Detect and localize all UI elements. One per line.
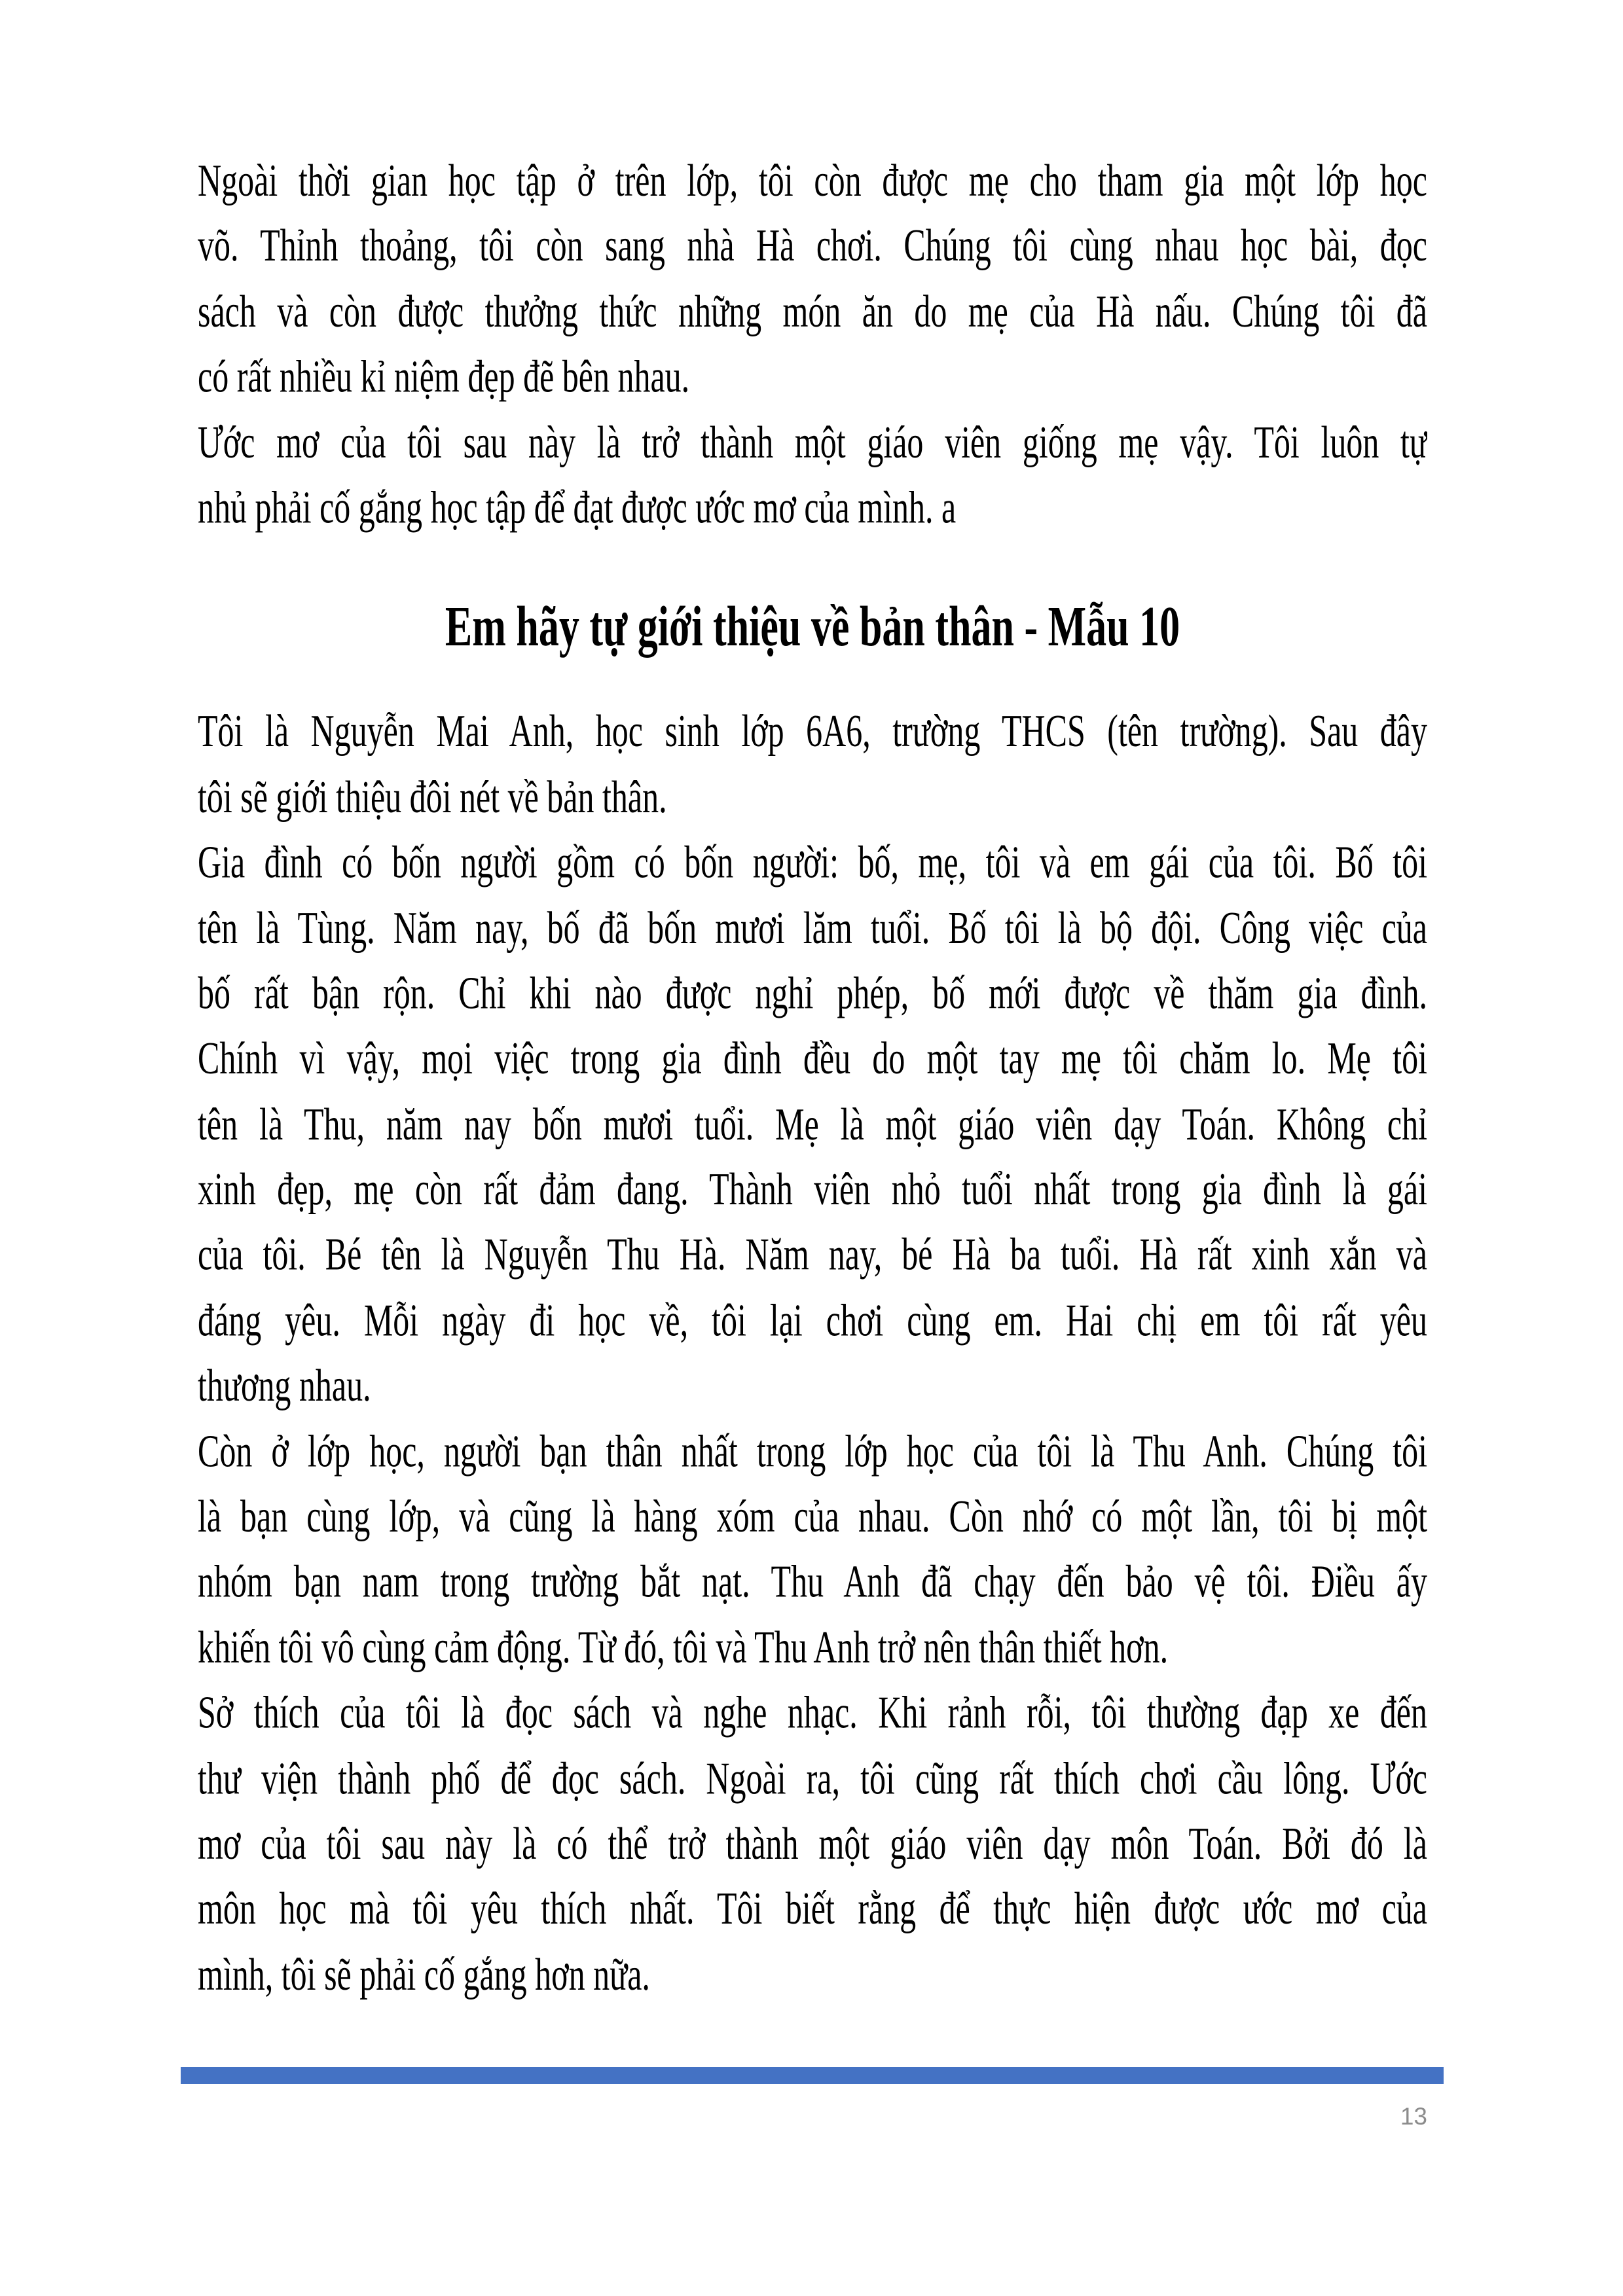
paragraph	[198, 148, 1427, 410]
paragraph	[198, 830, 1427, 1419]
text-line: của tôi. Bé tên là Nguyễn Thu Hà. Năm nay, bé Hà ba tuổi. Hà rất xinh xắn và	[198, 1229, 1427, 1280]
text-block	[198, 148, 1427, 2007]
text-line: tên là Thu, năm nay bốn mươi tuổi. Mẹ là một giáo viên dạy Toán. Không chỉ	[198, 1098, 1427, 1149]
text-line: môn học mà tôi yêu thích nhất. Tôi biết rằng để thực hiện được ước mơ của	[198, 1882, 1427, 1935]
page-number: 13	[1400, 2103, 1427, 2130]
text-line: sách và còn được thưởng thức những món ăn do mẹ của Hà nấu. Chúng tôi đã	[198, 285, 1427, 337]
paragraph	[198, 699, 1427, 830]
footer-accent-bar	[181, 2067, 1444, 2084]
text-line: Sở thích của tôi là đọc sách và nghe nhạc. Khi rảnh rỗi, tôi thường đạp xe đến	[198, 1686, 1427, 1738]
text-line: có rất nhiều kỉ niệm đẹp đẽ bên nhau.	[198, 350, 690, 403]
section-heading: Em hãy tự giới thiệu về bản thân - Mẫu 10	[445, 596, 1180, 659]
text-line: nhóm bạn nam trong trường bắt nạt. Thu Anh đã chạy đến bảo vệ tôi. Điều ấy	[198, 1555, 1427, 1607]
paragraph	[198, 1680, 1427, 2007]
text-line: Tôi là Nguyễn Mai Anh, học sinh lớp 6A6, trường THCS (tên trường). Sau đây	[198, 705, 1427, 757]
text-line: bố rất bận rộn. Chỉ khi nào được nghỉ phép, bố mới được về thăm gia đình.	[198, 967, 1427, 1018]
paragraph	[198, 410, 1427, 541]
text-line: võ. Thỉnh thoảng, tôi còn sang nhà Hà chơi. Chúng tôi cùng nhau học bài, đọc	[198, 219, 1427, 272]
paragraph	[198, 1418, 1427, 1680]
text-line: thư viện thành phố để đọc sách. Ngoài ra, tôi cũng rất thích chơi cầu lông. Ước	[198, 1751, 1427, 1804]
text-line: thương nhau.	[198, 1359, 371, 1411]
text-line: nhủ phải cố gắng học tập để đạt được ước mơ của mình. a	[198, 481, 957, 533]
text-line: Chính vì vậy, mọi việc trong gia đình đều do một tay mẹ tôi chăm lo. Mẹ tôi	[198, 1032, 1427, 1084]
text-line: Còn ở lớp học, người bạn thân nhất trong lớp học của tôi là Thu Anh. Chúng tôi	[198, 1425, 1427, 1477]
text-line: mơ của tôi sau này là có thể trở thành một giáo viên dạy môn Toán. Bởi đó là	[198, 1817, 1427, 1869]
text-line: đáng yêu. Mỗi ngày đi học về, tôi lại chơi cùng em. Hai chị em tôi rất yêu	[198, 1294, 1427, 1346]
text-line: xinh đẹp, mẹ còn rất đảm đang. Thành viên nhỏ tuổi nhất trong gia đình là gái	[198, 1163, 1427, 1215]
text-line: khiến tôi vô cùng cảm động. Từ đó, tôi và Thu Anh trở nên thân thiết hơn.	[198, 1621, 1169, 1673]
text-line: Gia đình có bốn người gồm có bốn người: bố, mẹ, tôi và em gái của tôi. Bố tôi	[198, 836, 1427, 888]
text-line: Ngoài thời gian học tập ở trên lớp, tôi còn được mẹ cho tham gia một lớp học	[198, 154, 1427, 206]
text-line: tôi sẽ giới thiệu đôi nét về bản thân.	[198, 770, 667, 823]
text-line: tên là Tùng. Năm nay, bố đã bốn mươi lăm tuổi. Bố tôi là bộ đội. Công việc của	[198, 901, 1427, 953]
text-line: Ước mơ của tôi sau này là trở thành một giáo viên giống mẹ vậy. Tôi luôn tự	[198, 416, 1427, 467]
text-line: mình, tôi sẽ phải cố gắng hơn nữa.	[198, 1948, 650, 2000]
text-line: là bạn cùng lớp, và cũng là hàng xóm của nhau. Còn nhớ có một lần, tôi bị một	[198, 1490, 1427, 1542]
